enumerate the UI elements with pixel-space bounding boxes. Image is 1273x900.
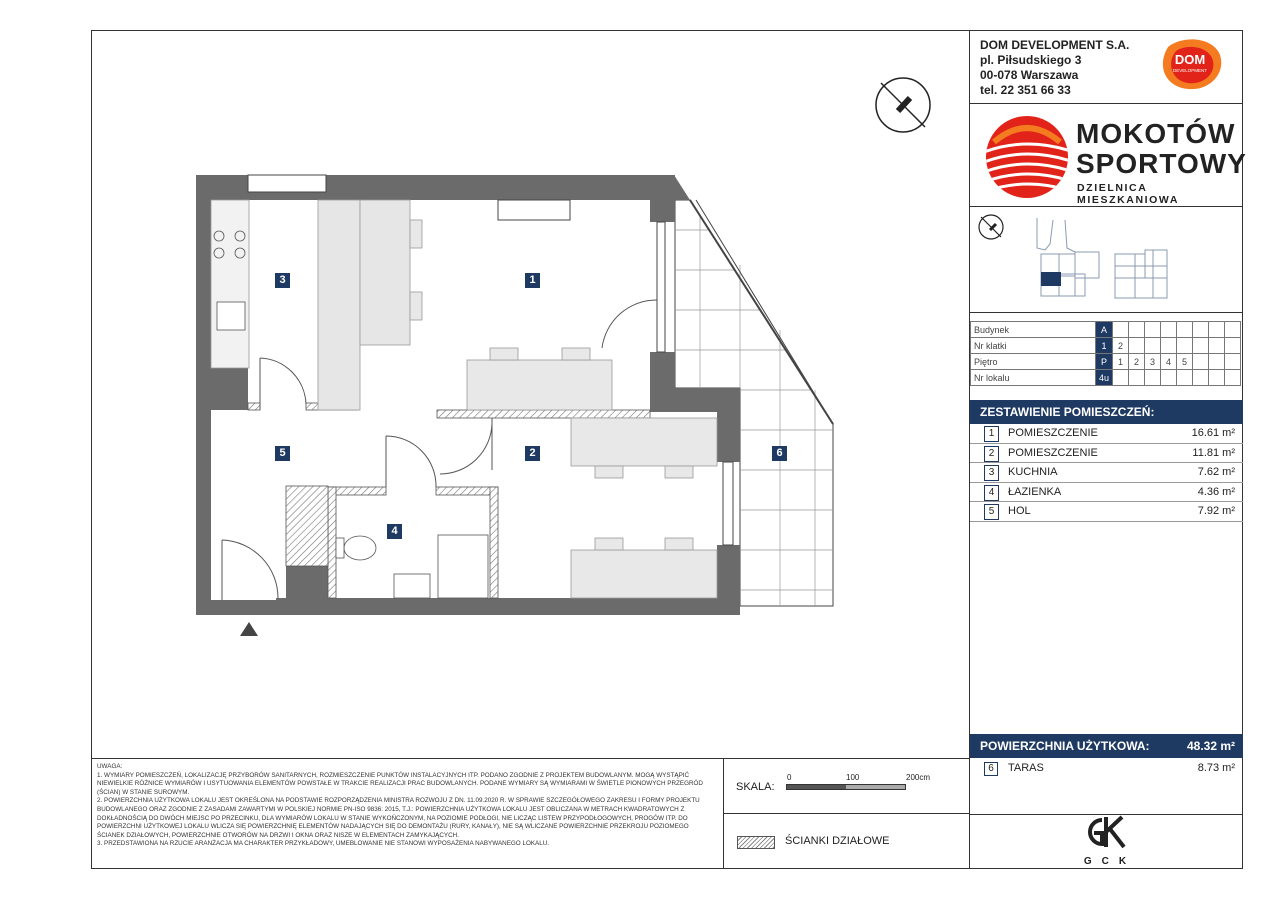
floor-value-4: 4	[1161, 354, 1177, 370]
room-name: HOL	[1008, 505, 1031, 517]
room-area: 7.62 m²	[1197, 466, 1235, 478]
terrace-num: 6	[984, 762, 998, 776]
stair-value-2: 2	[1113, 338, 1129, 354]
info-row-stair	[971, 338, 1241, 354]
compass-icon	[876, 78, 930, 132]
company-address	[980, 38, 1129, 98]
scale-divider	[723, 813, 969, 814]
room-row	[970, 463, 1243, 483]
project-name-line1: MOKOTÓW	[1076, 118, 1236, 149]
company-city: 00-078 Warszawa	[980, 68, 1079, 82]
room-area: 11.81 m²	[1192, 446, 1235, 459]
room-area: 7.92 m²	[1197, 505, 1235, 517]
building-value: A	[1096, 322, 1113, 338]
scale-bar-graphic	[786, 784, 906, 790]
scale-tick-100: 100	[846, 773, 860, 782]
sidebar-line-1	[969, 103, 1243, 104]
room-name: KUCHNIA	[1008, 466, 1058, 478]
gck-mark-icon	[1080, 815, 1130, 849]
company-street: pl. Piłsudskiego 3	[980, 53, 1082, 67]
stair-value-1: 1	[1096, 338, 1113, 354]
room-row	[970, 444, 1243, 464]
plan-room-label-2: 2	[525, 446, 540, 461]
dom-development-logo	[1158, 37, 1224, 91]
room-name: ŁAZIENKA	[1008, 485, 1062, 498]
usable-area-bar	[970, 734, 1243, 758]
room-num: 5	[984, 504, 999, 520]
note-3: 3. PRZEDSTAWIONA NA RZUCIE ARANŻACJA MA CHARAKTER PRZYKŁADOWY, UMEBLOWANIE NIE STANOWI WYPOSAŻENIA NABYWANEGO LOKALU.	[97, 840, 550, 848]
dom-logo-subtext: DEVELOPMENT	[1172, 68, 1208, 73]
scale-tick-0: 0	[787, 773, 792, 782]
floor-value-p: P	[1096, 354, 1113, 370]
notes-block	[97, 763, 717, 849]
company-name: DOM DEVELOPMENT S.A.	[980, 38, 1130, 52]
room-num: 1	[984, 426, 999, 442]
mokotow-logo-icon	[984, 114, 1070, 200]
terrace-name: TARAS	[1008, 762, 1044, 774]
gck-logo	[1070, 815, 1140, 865]
mini-compass-icon	[979, 215, 1003, 239]
entrance-arrow-icon	[240, 622, 258, 636]
scale-tick-200: 200cm	[906, 773, 931, 782]
notes-title: UWAGA:	[97, 763, 123, 770]
company-phone: tel. 22 351 66 33	[980, 83, 1071, 97]
floor-value-5: 5	[1177, 354, 1193, 370]
terrace-area: 8.73 m²	[1197, 762, 1235, 774]
room-num: 3	[984, 465, 999, 481]
floor-value-2: 2	[1129, 354, 1145, 370]
legend-label: ŚCIANKI DZIAŁOWE	[785, 835, 890, 847]
plan-room-label-6: 6	[772, 446, 787, 461]
rooms-list	[970, 424, 1243, 522]
gck-letters: GCK	[1083, 856, 1137, 867]
project-brand	[980, 110, 1247, 206]
floor-value-1: 1	[1113, 354, 1129, 370]
room-area: 16.61 m²	[1191, 427, 1235, 439]
room-name: POMIESZCZENIE	[1008, 446, 1098, 459]
info-row-floor	[971, 354, 1241, 370]
plan-room-label-5: 5	[275, 446, 290, 461]
sidebar-line-3	[969, 312, 1243, 313]
room-row	[970, 483, 1243, 503]
info-row-unit	[971, 370, 1241, 386]
usable-area-label: POWIERZCHNIA UŻYTKOWA:	[980, 739, 1150, 753]
dom-logo-text: DOM	[1174, 52, 1206, 67]
room-num: 4	[984, 485, 999, 501]
scale-bar	[736, 775, 966, 805]
project-name-line2: SPORTOWY	[1076, 148, 1247, 179]
room-row	[970, 502, 1243, 522]
sidebar-line-2	[969, 206, 1243, 207]
info-row-building	[971, 322, 1241, 338]
plan-room-label-3: 3	[275, 273, 290, 288]
project-tagline: DZIELNICA MIESZKANIOWA	[1077, 182, 1180, 206]
room-name: POMIESZCZENIE	[1008, 427, 1098, 439]
unit-info-table	[970, 321, 1241, 386]
unit-value: 4u	[1096, 370, 1113, 386]
note-1: 1. WYMIARY POMIESZCZEŃ, LOKALIZACJĘ PRZYBORÓW SANITARNYCH, ROZMIESZCZENIE PUNKTÓW INSTALACYJNYCH ITP. PODANO ZGODNIE Z PROJEKTEM BUDOWLANYM. MOGĄ WYSTĄPIĆ NIEWIELKIE RÓŻNICE WYMIARÓW I USYTUOWANIA ELEMENTÓW POWSTAŁE W TRAKCIE REALIZACJI PRAC BUDOWLANYCH. PODANE WYMIARY SĄ WYMIARAMI W ŚWIETLE PIONOWYCH PRZEGRÓD (ŚCIAN) W STANIE SUROWYM.	[97, 771, 703, 796]
stair-label: Nr klatki	[971, 338, 1096, 354]
room-num: 2	[984, 446, 999, 462]
terrace-row	[970, 758, 1243, 778]
floor-label: Piętro	[971, 354, 1096, 370]
location-key-plan	[975, 210, 1175, 305]
note-2: 2. POWIERZCHNIA UŻYTKOWA LOKALU JEST OKREŚLONA NA PODSTAWIE ROZPORZĄDZENIA MINISTRA ROZWOJU Z DN. 11.09.2020 R. W SPRAWIE SZCZEGÓŁOWEGO ZAKRESU I FORMY PROJEKTU BUDOWLANEGO ORAZ ZGODNIE Z ZASADAMI ZAWARTYMI W POLSKIEJ NORMIE PN-ISO 9836: 2015, T.J.: POWIERZCHNIA UŻYTKOWA LOKALU JEST OBLICZANA W METRACH KWADRATOWYCH Z DOKŁADNOŚCIĄ DO DWÓCH MIEJSC PO PRZECINKU, DLA WYMIARÓW LOKALU W STANIE WYKOŃCZONYM, NA POZIOMIE PODŁOGI, NIE LICZĄC LISTEW PRZYPODŁOGOWYCH, PROGÓW ITP. DO POWIERZCHNI UŻYTKOWEJ LOKALU WLICZA SIĘ POWIERZCHNIĘ ELEMENTÓW NADAJĄCYCH SIĘ DO DEMONTAŻU (RURY, KANAŁY), NIE SĄ WLICZANE POWIERZCHNIE PRZEKROJU POZIOMEGO ŚCIANEK DZIAŁOWYCH, POWIERZCHNIE OTWORÓW NA DRZWI I OKNA ORAZ NISZE W ELEMENTACH ZAMYKAJĄCYCH.	[97, 797, 700, 839]
floor-value-3: 3	[1145, 354, 1161, 370]
plan-room-label-4: 4	[387, 524, 402, 539]
building-label: Budynek	[971, 322, 1096, 338]
scale-label: SKALA:	[736, 781, 775, 793]
room-row	[970, 424, 1243, 444]
hatch-swatch	[737, 836, 775, 849]
unit-label: Nr lokalu	[971, 370, 1096, 386]
usable-area-value: 48.32 m²	[1186, 739, 1235, 753]
rooms-header: ZESTAWIENIE POMIESZCZEŃ:	[970, 400, 1243, 424]
room-area: 4.36 m²	[1197, 485, 1235, 498]
plan-room-label-1: 1	[525, 273, 540, 288]
